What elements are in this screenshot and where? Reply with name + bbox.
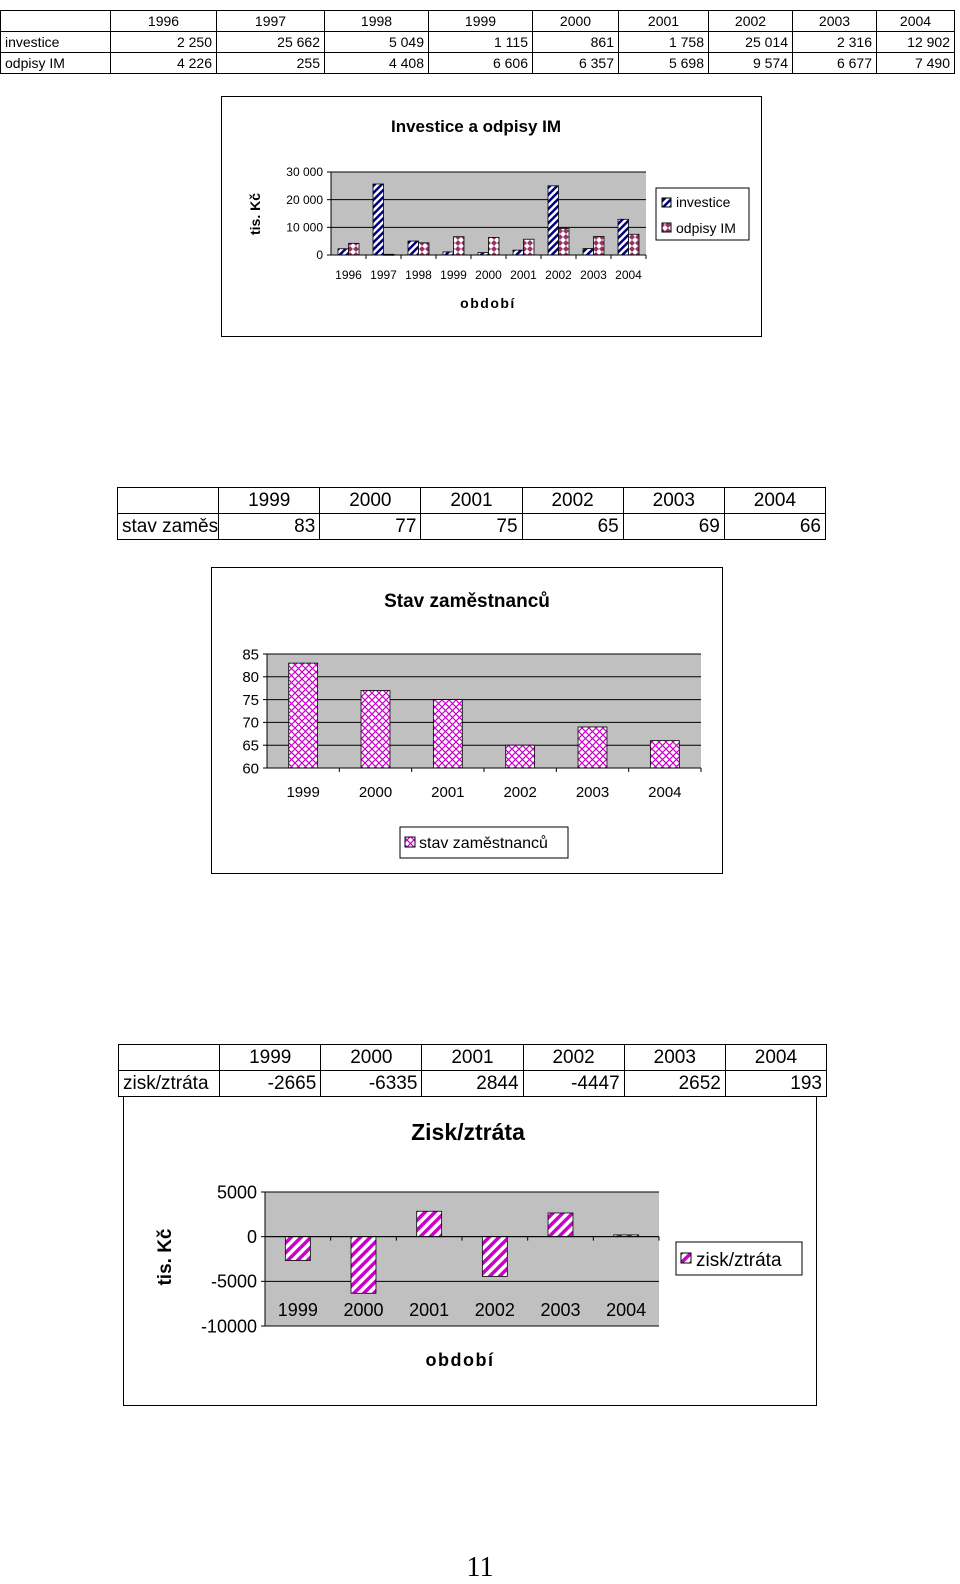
y-tick-label: -5000 xyxy=(210,1271,257,1292)
bar-odpisy-im xyxy=(349,243,360,255)
bar-investice xyxy=(373,184,384,255)
x-tick-label: 2004 xyxy=(615,268,642,282)
table-cell: 25 662 xyxy=(217,32,325,53)
x-tick-label: 2003 xyxy=(575,784,610,801)
table-cell: 65 xyxy=(522,514,623,540)
table-cell: 1 758 xyxy=(619,32,709,53)
table-cell: 861 xyxy=(533,32,619,53)
x-tick-label: 2003 xyxy=(580,268,607,282)
x-tick-label: 2000 xyxy=(343,1300,384,1320)
bar-investice xyxy=(548,186,559,255)
table-cell: -2665 xyxy=(220,1071,321,1097)
x-tick-label: 1999 xyxy=(277,1300,318,1320)
x-tick-label: 1997 xyxy=(370,268,397,282)
stav-chart xyxy=(211,567,723,874)
table-corner-cell xyxy=(119,1045,220,1071)
bar-investice xyxy=(408,241,419,255)
y-tick-label: 60 xyxy=(242,760,259,778)
row-label: investice xyxy=(1,32,111,53)
table-cell: 6 357 xyxy=(533,53,619,74)
legend-swatch xyxy=(662,223,671,232)
y-axis-label: tis. Kč xyxy=(247,192,263,236)
x-tick-label: 2000 xyxy=(358,784,393,801)
x-tick-label: 2002 xyxy=(474,1300,515,1320)
table-cell: -6335 xyxy=(321,1071,422,1097)
year-header: 2004 xyxy=(877,11,955,32)
y-tick-label: 5000 xyxy=(216,1182,257,1203)
table-cell: 25 014 xyxy=(709,32,793,53)
legend-swatch xyxy=(681,1253,691,1263)
plot-area xyxy=(265,1192,659,1326)
legend-label: investice xyxy=(676,194,731,210)
year-header: 1999 xyxy=(219,488,320,514)
year-header: 1999 xyxy=(429,11,533,32)
year-header: 2000 xyxy=(533,11,619,32)
x-tick-label: 2003 xyxy=(540,1300,581,1320)
table-cell: 5 049 xyxy=(325,32,429,53)
bar-odpisy-im xyxy=(629,234,640,255)
table-cell: 83 xyxy=(219,514,320,540)
table-cell: 5 698 xyxy=(619,53,709,74)
table-cell: 2844 xyxy=(422,1071,523,1097)
x-tick-label: 1999 xyxy=(440,268,467,282)
table-cell: 2 250 xyxy=(111,32,217,53)
bar-odpisy-im xyxy=(419,243,430,255)
table-row xyxy=(1,32,955,53)
table-cell: 6 606 xyxy=(429,53,533,74)
x-tick-label: 1998 xyxy=(405,268,432,282)
x-tick-label: 2001 xyxy=(409,1300,450,1320)
zisk-chart xyxy=(123,1096,817,1406)
table-cell: 6 677 xyxy=(793,53,877,74)
y-tick-label: 10 000 xyxy=(286,220,323,235)
table-cell: 9 574 xyxy=(709,53,793,74)
table-cell: 75 xyxy=(421,514,522,540)
y-tick-label: 70 xyxy=(242,714,259,732)
chart-legend xyxy=(676,1242,802,1275)
table-cell: 1 115 xyxy=(429,32,533,53)
year-header: 2004 xyxy=(725,1045,826,1071)
bar-stav-zam-stnanc- xyxy=(650,741,679,768)
bar-stav-zam-stnanc- xyxy=(506,745,535,768)
bar-zisk-ztr-ta xyxy=(482,1237,507,1277)
table-cell: 77 xyxy=(320,514,421,540)
table-cell: -4447 xyxy=(523,1071,624,1097)
bar-odpisy-im xyxy=(559,229,570,255)
y-tick-label: 0 xyxy=(316,248,323,263)
table-cell: 193 xyxy=(725,1071,826,1097)
bar-odpisy-im xyxy=(594,237,605,255)
bar-odpisy-im xyxy=(524,239,535,255)
x-tick-label: 2004 xyxy=(648,784,682,801)
x-tick-label: 2001 xyxy=(431,784,465,801)
year-header: 2001 xyxy=(422,1045,523,1071)
y-tick-label: 85 xyxy=(242,646,259,664)
y-tick-label: 75 xyxy=(242,691,259,709)
year-header: 2003 xyxy=(793,11,877,32)
table-header-row xyxy=(119,1045,827,1071)
bar-investice xyxy=(583,249,594,255)
table-row xyxy=(118,514,826,540)
page-number: 11 xyxy=(466,1552,494,1583)
stav-table xyxy=(117,487,826,540)
table-row xyxy=(119,1071,827,1097)
bar-zisk-ztr-ta xyxy=(548,1213,573,1237)
table-corner-cell xyxy=(1,11,111,32)
row-label: odpisy IM xyxy=(1,53,111,74)
chart-title: Stav zaměstnanců xyxy=(384,591,550,612)
x-tick-label: 2000 xyxy=(475,268,502,282)
x-tick-label: 1996 xyxy=(335,268,362,282)
table-cell: 4 226 xyxy=(111,53,217,74)
legend-label: stav zaměstnanců xyxy=(419,835,548,852)
legend-label: zisk/ztráta xyxy=(696,1250,782,1271)
row-label: zisk/ztráta xyxy=(119,1071,220,1097)
bar-zisk-ztr-ta xyxy=(417,1211,442,1236)
legend-swatch xyxy=(662,198,671,207)
y-tick-label: -10000 xyxy=(200,1316,257,1337)
table-cell: 255 xyxy=(217,53,325,74)
table-cell: 69 xyxy=(623,514,724,540)
year-header: 2000 xyxy=(321,1045,422,1071)
y-tick-label: 65 xyxy=(242,737,259,755)
table-corner-cell xyxy=(118,488,219,514)
table-cell: 12 902 xyxy=(877,32,955,53)
y-tick-label: 20 000 xyxy=(286,192,323,207)
bar-odpisy-im xyxy=(489,237,500,255)
y-tick-label: 0 xyxy=(246,1226,257,1247)
zisk-table xyxy=(118,1044,827,1097)
x-tick-label: 2004 xyxy=(606,1300,647,1320)
bar-investice xyxy=(618,219,629,255)
investice-chart xyxy=(221,96,762,337)
table-header-row xyxy=(118,488,826,514)
year-header: 2000 xyxy=(320,488,421,514)
year-header: 1998 xyxy=(325,11,429,32)
bar-stav-zam-stnanc- xyxy=(433,700,462,768)
table-row xyxy=(1,53,955,74)
table-header-row xyxy=(1,11,955,32)
bar-investice xyxy=(338,249,349,255)
year-header: 2001 xyxy=(619,11,709,32)
table-cell: 2652 xyxy=(624,1071,725,1097)
year-header: 2003 xyxy=(623,488,724,514)
y-axis-label: tis. Kč xyxy=(155,1228,176,1286)
year-header: 2002 xyxy=(522,488,623,514)
table-cell: 7 490 xyxy=(877,53,955,74)
table-cell: 4 408 xyxy=(325,53,429,74)
bar-stav-zam-stnanc- xyxy=(578,727,607,768)
year-header: 2002 xyxy=(523,1045,624,1071)
table-cell: 2 316 xyxy=(793,32,877,53)
year-header: 2003 xyxy=(624,1045,725,1071)
legend-swatch xyxy=(405,837,415,847)
x-axis-label: období xyxy=(425,1350,495,1370)
year-header: 1999 xyxy=(220,1045,321,1071)
chart-legend xyxy=(400,827,568,858)
x-tick-label: 1999 xyxy=(286,784,320,801)
y-tick-label: 30 000 xyxy=(286,165,323,180)
table-cell: 66 xyxy=(724,514,825,540)
bar-zisk-ztr-ta xyxy=(285,1237,310,1261)
bar-stav-zam-stnanc- xyxy=(289,663,318,768)
x-tick-label: 2002 xyxy=(503,784,537,801)
row-label: stav zaměs xyxy=(118,514,219,540)
chart-title: Zisk/ztráta xyxy=(411,1119,525,1145)
plot-area xyxy=(267,654,701,768)
bar-zisk-ztr-ta xyxy=(351,1237,376,1294)
bar-odpisy-im xyxy=(454,237,465,255)
investice-table xyxy=(0,10,955,74)
year-header: 1996 xyxy=(111,11,217,32)
x-tick-label: 2001 xyxy=(510,268,537,282)
bar-stav-zam-stnanc- xyxy=(361,690,390,768)
bar-investice xyxy=(513,250,524,255)
x-axis-label: období xyxy=(460,295,516,311)
chart-title: Investice a odpisy IM xyxy=(391,117,562,136)
x-tick-label: 2002 xyxy=(545,268,572,282)
legend-label: odpisy IM xyxy=(676,220,736,236)
chart-legend xyxy=(656,188,749,240)
year-header: 2002 xyxy=(709,11,793,32)
y-tick-label: 80 xyxy=(242,669,259,687)
year-header: 2001 xyxy=(421,488,522,514)
year-header: 1997 xyxy=(217,11,325,32)
year-header: 2004 xyxy=(724,488,825,514)
